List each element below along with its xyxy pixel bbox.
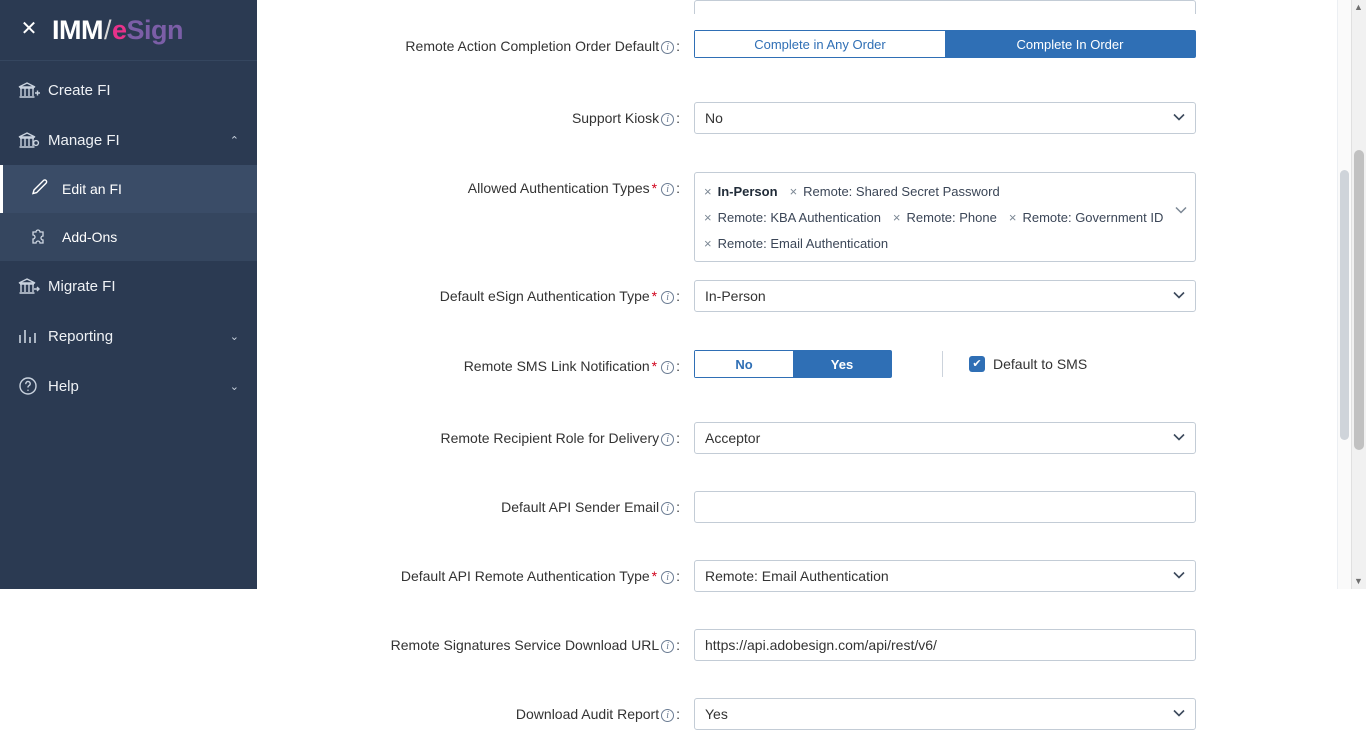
tag-label: Remote: Shared Secret Password [803,183,1000,199]
tag-in-person[interactable] [704,180,784,202]
info-icon[interactable]: i [661,709,674,722]
checkbox-label-default-to-sms[interactable]: Default to SMS [993,356,1088,372]
remove-tag-icon[interactable]: × [704,183,712,199]
remove-tag-icon[interactable]: × [892,209,901,225]
sidebar-item-label: Migrate FI [48,277,116,295]
row-default-api-remote-auth [257,560,1366,610]
sidebar-item-label: Help [48,377,79,395]
info-icon[interactable]: i [661,183,674,196]
chevron-down-icon [1173,432,1185,444]
chevron-down-icon [1173,112,1185,124]
select-download-audit-report[interactable] [694,698,1196,730]
toggle-remote-action-order[interactable] [694,30,1196,58]
tag-government-id[interactable] [1009,206,1169,228]
partial-control [694,0,1196,14]
default-to-sms-group [942,351,1087,377]
pencil-icon [30,178,62,201]
label-default-api-sender-email: Default API Sender Email i : [501,499,680,515]
chevron-down-icon [1173,570,1185,582]
tag-label: Remote: KBA Authentication [717,209,881,225]
info-icon[interactable]: i [661,113,674,126]
required-mark: * [651,180,658,196]
toggle-option-yes[interactable]: Yes [793,351,891,377]
tag-label: Remote: Government ID [1022,209,1164,225]
tag-phone[interactable] [893,206,1003,228]
sidebar-item-reporting[interactable] [0,311,257,361]
control-default-esign-auth [694,280,1196,312]
label-support-kiosk: Support Kiosk i : [571,110,680,126]
bar-chart-icon [18,327,48,345]
sidebar-item-label: Reporting [48,327,114,345]
toggle-option-no[interactable]: No [695,351,793,377]
remove-tag-icon[interactable]: × [704,209,712,225]
select-value: In-Person [705,288,766,304]
label-remote-recipient-role: Remote Recipient Role for Delivery i : [440,430,680,446]
tag-label: In-Person [717,183,778,199]
row-default-api-sender-email [257,491,1366,541]
row-download-audit-report [257,698,1366,748]
bank-arrow-icon [18,277,48,295]
chevron-down-icon[interactable] [1175,205,1187,217]
select-value: No [705,110,723,126]
control-remote-signatures-url [694,629,1196,661]
scroll-up-arrow-icon[interactable]: ▲ [1354,2,1363,12]
control-support-kiosk [694,102,1196,134]
required-mark: * [651,358,658,374]
control-default-api-sender-email [694,491,1196,523]
chevron-down-icon: ⌄ [229,380,239,393]
label-remote-action-order: Remote Action Completion Order Default i : [405,38,680,54]
select-value: Acceptor [705,430,761,446]
row-allowed-auth-types [257,172,1366,262]
question-circle-icon [18,376,48,396]
sidebar-item-create-fi[interactable] [0,65,257,115]
input-default-api-sender-email[interactable] [694,491,1196,523]
tag-email-auth[interactable] [704,232,894,254]
remove-tag-icon[interactable]: × [789,183,798,199]
app-logo [52,15,183,46]
chevron-down-icon [1173,708,1185,720]
input-remote-signatures-url[interactable] [694,629,1196,661]
control-remote-sms-link [694,350,1087,378]
sidebar-item-migrate-fi[interactable] [0,261,257,311]
label-download-audit-report: Download Audit Report i : [515,706,680,722]
info-icon[interactable]: i [661,640,674,653]
tag-shared-secret[interactable] [790,180,1006,202]
label-remote-sms-link: Remote SMS Link Notification * i : [463,358,680,374]
info-icon[interactable]: i [661,41,674,54]
tag-label: Remote: Email Authentication [717,235,889,251]
label-remote-signatures-url: Remote Signatures Service Download URL i : [390,637,680,653]
row-remote-sms-link [257,350,1366,400]
required-mark: * [651,288,658,304]
sidebar-item-label: Create FI [48,81,111,99]
chevron-down-icon [1173,290,1185,302]
select-remote-recipient-role[interactable] [694,422,1196,454]
select-support-kiosk[interactable] [694,102,1196,134]
control-remote-recipient-role [694,422,1196,454]
row-remote-recipient-role [257,422,1366,472]
sidebar-header [0,0,257,61]
puzzle-icon [30,226,62,249]
sidebar-item-add-ons[interactable] [0,213,257,261]
toggle-option-any-order[interactable]: Complete in Any Order [695,31,945,57]
info-icon[interactable]: i [661,433,674,446]
fi-settings-form [257,0,1366,748]
close-icon[interactable]: ✕ [20,18,38,40]
tag-label: Remote: Phone [906,209,997,225]
logo-slash: / [103,14,111,45]
label-allowed-auth-types: Allowed Authentication Types * i : [467,180,680,196]
remove-tag-icon[interactable]: × [1008,209,1017,225]
vertical-divider [942,351,943,377]
select-value: Remote: Email Authentication [705,568,889,584]
partial-field[interactable] [694,0,1196,14]
row-support-kiosk [257,102,1366,152]
bank-gear-icon [18,131,48,149]
sidebar-submenu [0,165,257,261]
remove-tag-icon[interactable]: × [704,235,712,251]
toggle-option-in-order[interactable]: Complete In Order [945,31,1195,57]
info-icon[interactable]: i [661,361,674,374]
control-allowed-auth-types [694,172,1196,262]
inner-scrollbar-thumb[interactable] [1340,170,1349,440]
control-remote-action-order [694,30,1196,58]
info-icon[interactable]: i [661,502,674,515]
sidebar-nav [0,61,257,411]
sidebar-item-help[interactable] [0,361,257,411]
select-default-api-remote-auth[interactable] [694,560,1196,592]
sidebar-item-edit-an-fi[interactable] [0,165,257,213]
main-content [257,0,1366,722]
tag-list [701,178,1173,256]
partial-label [257,0,694,8]
label-default-api-remote-auth: Default API Remote Authentication Type * i : [400,568,680,584]
chevron-up-icon: ⌃ [229,134,239,147]
row-default-esign-auth [257,280,1366,330]
browser-scrollbar-thumb[interactable] [1354,150,1364,450]
required-mark: * [651,568,658,584]
sidebar-item-label: Edit an FI [62,181,122,197]
logo-e: e [112,14,127,45]
select-value: Yes [705,706,728,722]
bank-plus-icon [18,81,48,99]
checkbox-default-to-sms[interactable]: ✔ [969,356,985,372]
sidebar-item-label: Manage FI [48,131,120,149]
logo-imm: IMM [52,14,103,45]
info-icon[interactable]: i [661,291,674,304]
tag-kba[interactable] [704,206,887,228]
browser-scrollbar-track[interactable] [1351,0,1366,589]
label-default-esign-auth: Default eSign Authentication Type * i : [439,288,680,304]
row-remote-signatures-url [257,629,1366,679]
row-remote-action-order [257,30,1366,80]
sidebar-item-label: Add-Ons [62,229,118,245]
toggle-remote-sms-link[interactable] [694,350,892,378]
control-default-api-remote-auth [694,560,1196,592]
sidebar [0,0,257,589]
row-partial-top [257,0,1366,14]
logo-sign: Sign [126,14,184,45]
multiselect-allowed-auth-types[interactable] [694,172,1196,262]
control-download-audit-report [694,698,1196,730]
scroll-down-arrow-icon[interactable]: ▼ [1354,576,1363,586]
select-default-esign-auth[interactable] [694,280,1196,312]
info-icon[interactable]: i [661,571,674,584]
sidebar-item-manage-fi[interactable] [0,115,257,165]
chevron-down-icon: ⌄ [229,330,239,343]
